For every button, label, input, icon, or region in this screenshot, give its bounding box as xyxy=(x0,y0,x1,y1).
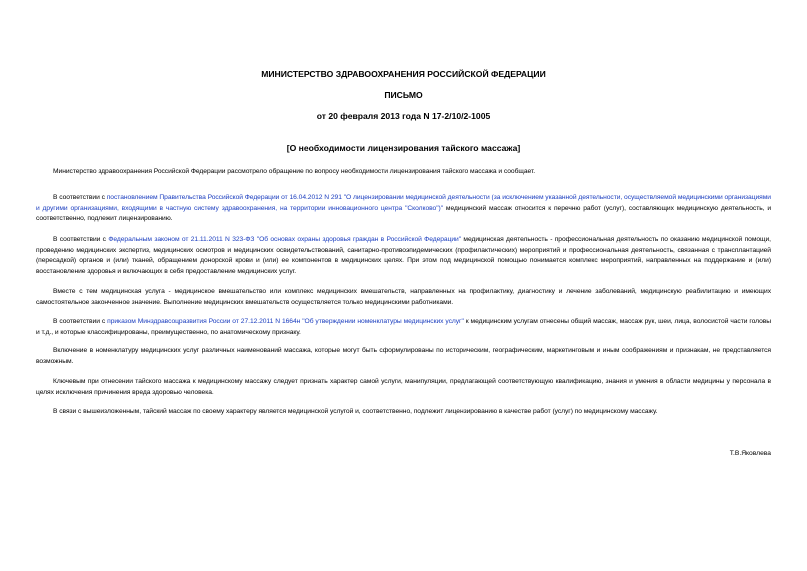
document-page xyxy=(36,0,771,571)
paragraph-text: Ключевым при отнесении тайского массажа к медицинскому массажу следует признать характер самой услуги, манипуляции, предлагающей соответствующую квалификацию, знания и умения в области медицины у персонала в целях исключения причинения вреда здоровью человека. xyxy=(36,378,771,396)
paragraph-resolution-291 xyxy=(36,193,771,225)
paragraph-text: В связи с вышеизложенным, тайский массаж по своему характеру является медицинской услугой и, соответственно, подлежит лицензированию в качестве работ (услуг) по медицинскому массажу. xyxy=(53,408,658,415)
link-resolution-291[interactable]: постановлением Правительства Российской Федерации от 16.04.2012 N 291 "О лицензировании медицинской деятельности (за исключением указанной деятельности, осуществляемой медицинскими организациями и другими организациями, входящими в частную систему здравоохранения, на территории инновационного центра "Сколково")" xyxy=(36,194,771,212)
link-order-1664n[interactable]: приказом Минздравсоцразвития России от 27.12.2011 N 1664н "Об утверждении номенклатуры медицинских услуг" xyxy=(107,318,464,325)
link-federal-law-323[interactable]: Федеральным законом от 21.11.2011 N 323-ФЗ "Об основах охраны здоровья граждан в Российской Федерации" xyxy=(108,236,462,243)
paragraph-text: Включение в номенклатуру медицинских услуг различных наименований массажа, которые могут быть сформулированы по историческим, географическим, маркетинговым и иным соображениям и признакам, не представляется возможным. xyxy=(36,347,771,365)
paragraph-key-criterion xyxy=(36,377,771,398)
paragraph-nomenclature xyxy=(36,346,771,367)
paragraph-intro xyxy=(36,167,771,178)
paragraph-medical-service xyxy=(36,287,771,308)
document-title: [О необходимости лицензирования тайского массажа] xyxy=(286,143,521,153)
signature: Т.В.Яковлева xyxy=(729,450,771,457)
document-type-heading: ПИСЬМО xyxy=(384,90,423,100)
paragraph-text: В соответствии с xyxy=(53,194,107,201)
paragraph-text: В соответствии с xyxy=(53,318,108,325)
paragraph-text: Вместе с тем медицинская услуга - медицинское вмешательство или комплекс медицинских вмешательств, направленных на профилактику, диагностику и лечение заболеваний, медицинскую реабилитацию и имеющих самостоятельное законченное значение. Выполнение медицинских вмешательств осуществляется только медицинскими работниками. xyxy=(36,288,771,306)
document-date-number: от 20 февраля 2013 года N 17-2/10/2-1005 xyxy=(316,111,491,121)
ministry-heading: МИНИСТЕРСТВО ЗДРАВООХРАНЕНИЯ РОССИЙСКОЙ ФЕДЕРАЦИИ xyxy=(261,69,546,79)
paragraph-text: Министерство здравоохранения Российской Федерации рассмотрело обращение по вопросу необходимости лицензирования тайского массажа и сообщает. xyxy=(53,168,536,175)
paragraph-federal-law-323 xyxy=(36,235,771,277)
paragraph-text: к медицинским услугам отнесены общий массаж, массаж рук, шеи, лица, волосистой части головы и т.д., и которые классифицированы, преимущественно, по анатомическому признаку. xyxy=(36,318,771,336)
paragraph-text: медицинский массаж относится к перечню работ (услуг), составляющих медицинскую деятельность, и соответственно, подлежит лицензированию. xyxy=(36,204,771,222)
paragraph-text: медицинская деятельность - профессиональная деятельность по оказанию медицинской помощи, проведению медицинских экспертиз, медицинских осмотров и медицинских освидетельствований, санитарно-противоэпидемических (профилактических) мероприятий и профессиональная деятельность, связанная с трансплантацией (пересадкой) органов и (или) тканей, обращением донорской крови и (или) ее компонентов в медицинских целях. При этом под медицинской помощью понимается комплекс мероприятий, направленных на поддержание и (или) восстановление здоровья и включающих в себя предоставление медицинских услуг. xyxy=(36,236,771,275)
paragraph-text: В соответствии с xyxy=(53,236,109,243)
paragraph-order-1664n xyxy=(36,317,771,338)
paragraph-conclusion xyxy=(36,407,771,418)
